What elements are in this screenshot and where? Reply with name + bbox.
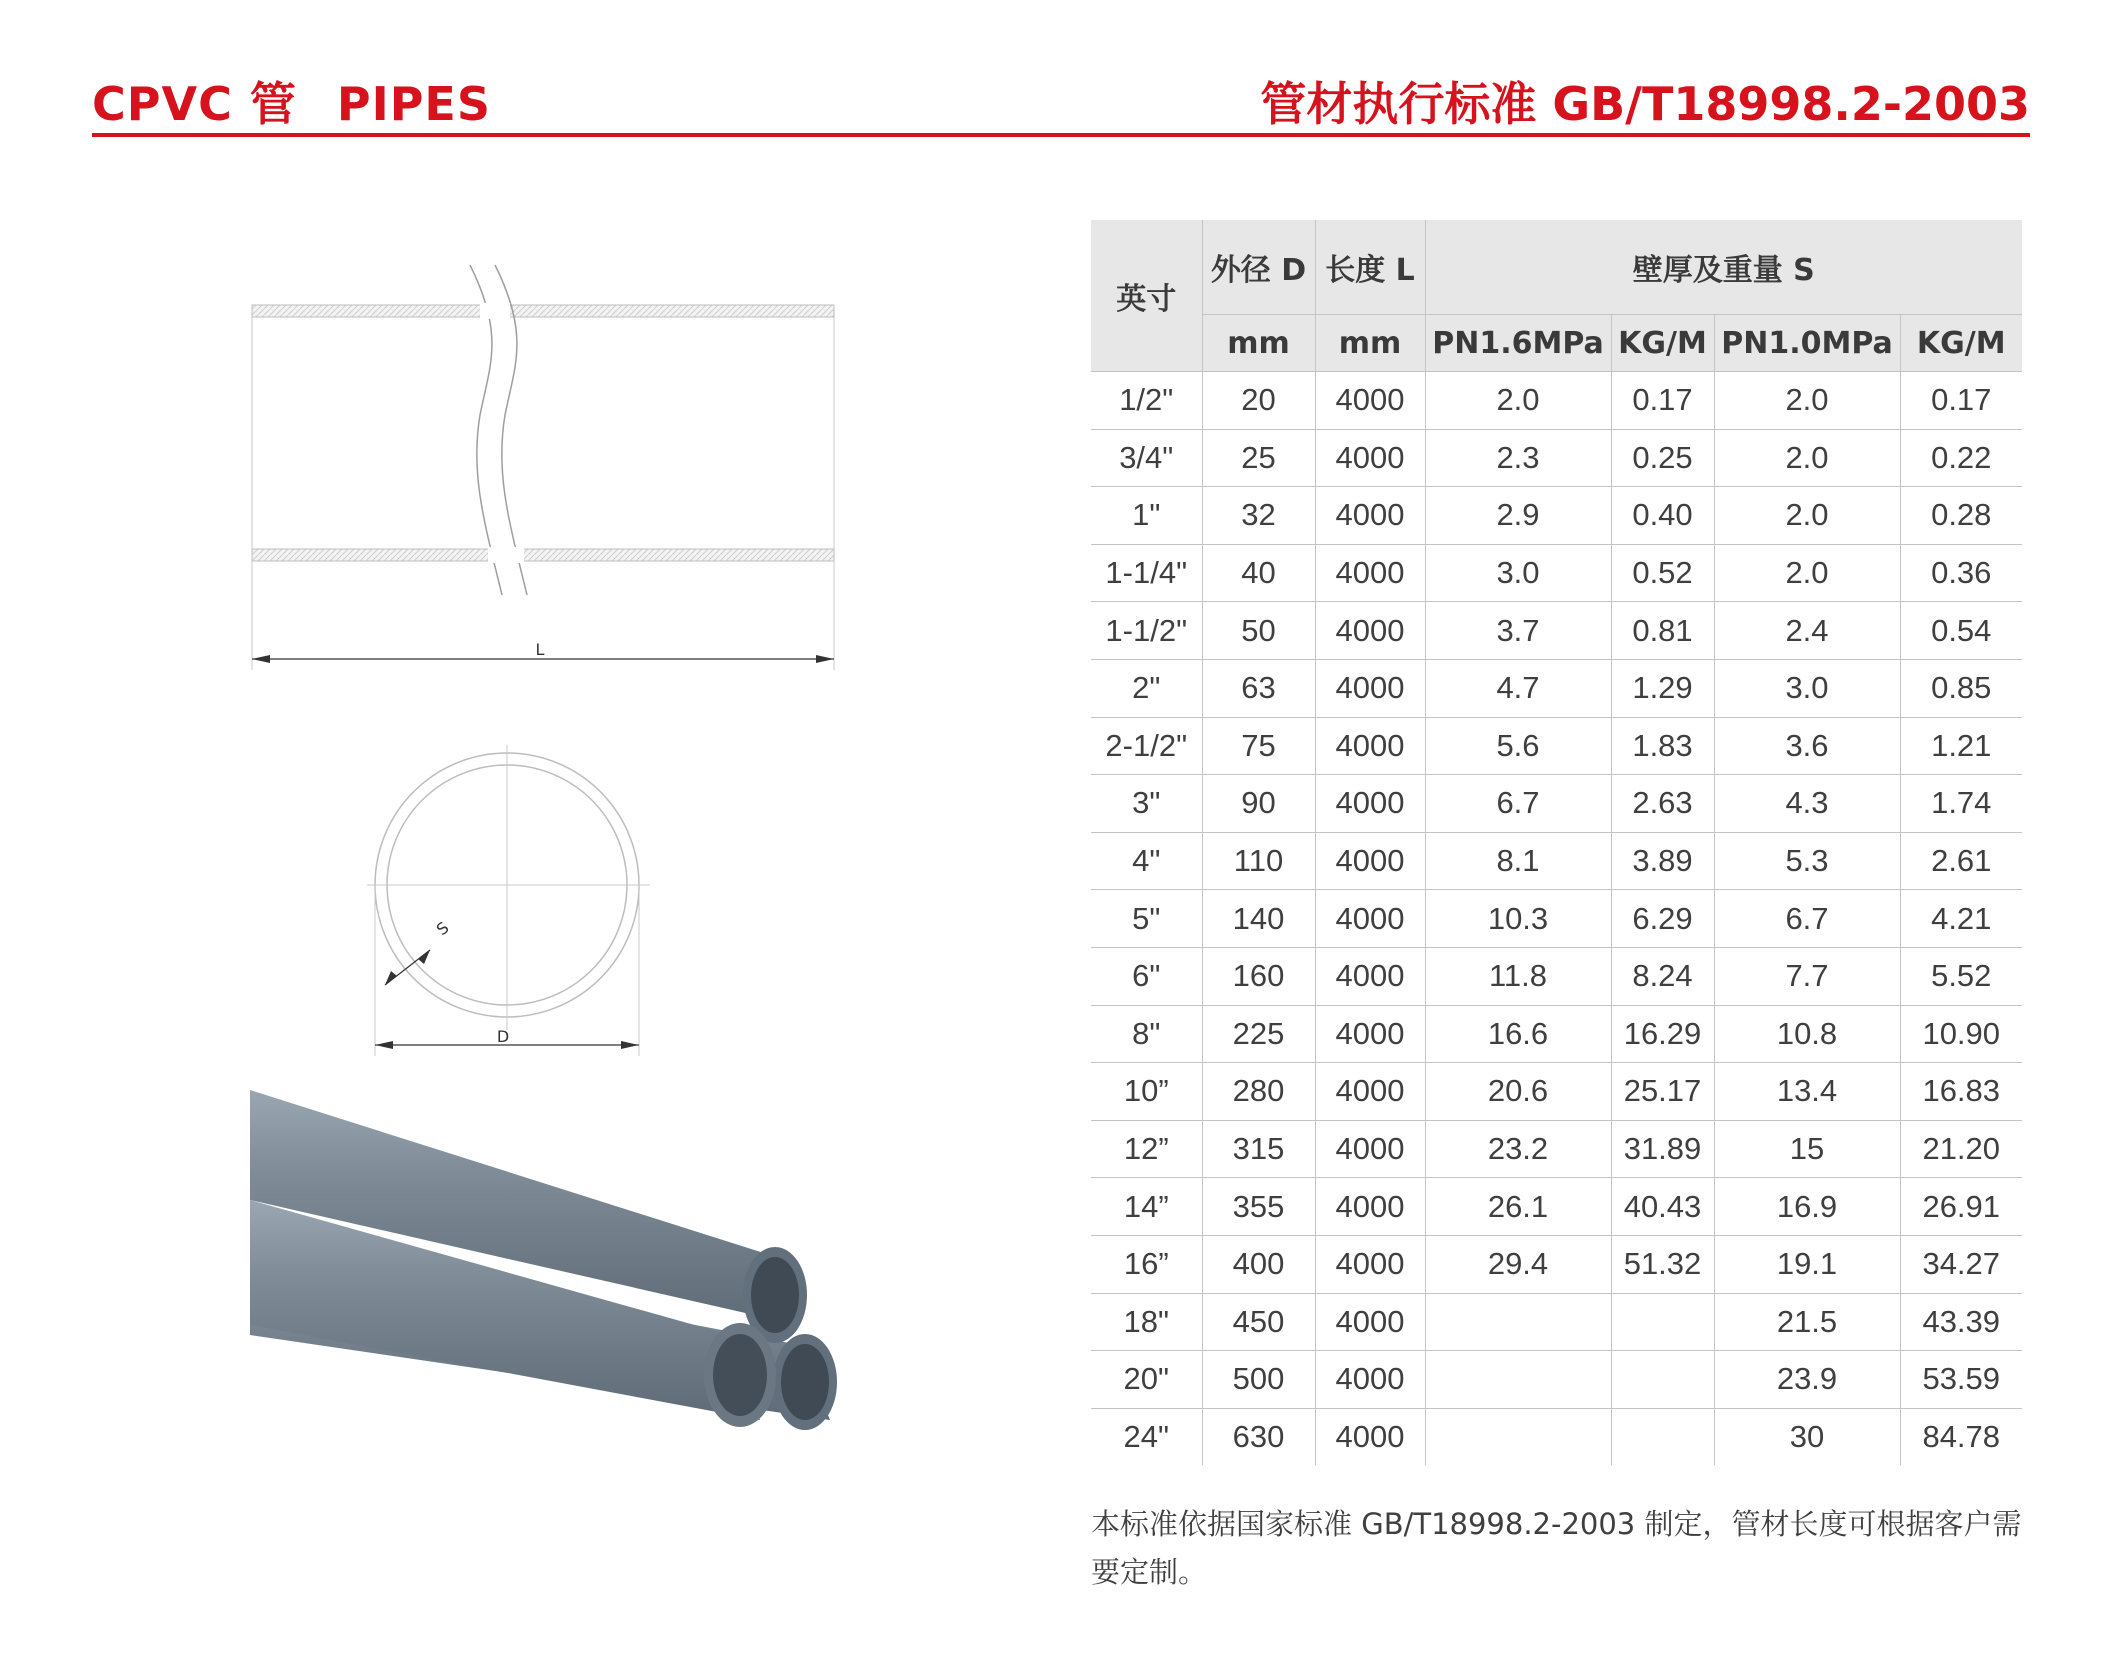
table-cell: 15 (1714, 1120, 1900, 1178)
table-cell: 400 (1202, 1235, 1315, 1293)
standard-title: 管材执行标准 GB/T18998.2-2003 (1260, 77, 2030, 131)
table-cell: 7.7 (1714, 947, 1900, 1005)
table-cell: 4000 (1315, 1351, 1425, 1409)
table-cell: 5.3 (1714, 832, 1900, 890)
table-cell: 5" (1091, 890, 1202, 948)
table-cell (1425, 1293, 1611, 1351)
table-cell: 1.83 (1611, 717, 1714, 775)
header-wall-weight: 壁厚及重量 S (1425, 220, 2022, 315)
header-inch: 英寸 (1091, 220, 1202, 372)
pipe-section-drawing (360, 740, 660, 1060)
table-row (1091, 832, 2022, 890)
table-cell: 25 (1202, 429, 1315, 487)
table-row (1091, 487, 2022, 545)
table-cell: 4000 (1315, 947, 1425, 1005)
table-cell: 630 (1202, 1408, 1315, 1465)
table-cell: 1" (1091, 487, 1202, 545)
table-cell: 20 (1202, 372, 1315, 430)
length-label: L (535, 640, 545, 659)
header-length: 长度 L (1315, 220, 1425, 315)
header-kgm: KG/M (1611, 315, 1714, 372)
table-cell: 16.6 (1425, 1005, 1611, 1063)
table-cell: 10.8 (1714, 1005, 1900, 1063)
table-row (1091, 1178, 2022, 1236)
table-cell: 12” (1091, 1120, 1202, 1178)
table-row (1091, 602, 2022, 660)
table-cell: 4.7 (1425, 659, 1611, 717)
table-cell: 110 (1202, 832, 1315, 890)
table-cell: 4000 (1315, 775, 1425, 833)
table-cell: 1.21 (1900, 717, 2022, 775)
table-cell: 4.3 (1714, 775, 1900, 833)
table-cell: 4000 (1315, 1063, 1425, 1121)
header-pn10: PN1.0MPa (1714, 315, 1900, 372)
table-cell: 0.36 (1900, 544, 2022, 602)
table-cell: 280 (1202, 1063, 1315, 1121)
table-cell (1425, 1351, 1611, 1409)
table-cell: 34.27 (1900, 1235, 2022, 1293)
table-cell: 2.9 (1425, 487, 1611, 545)
table-cell (1611, 1408, 1714, 1465)
table-row (1091, 717, 2022, 775)
table-cell: 2.63 (1611, 775, 1714, 833)
table-cell (1611, 1351, 1714, 1409)
table-cell: 19.1 (1714, 1235, 1900, 1293)
table-cell: 24" (1091, 1408, 1202, 1465)
table-cell: 4000 (1315, 602, 1425, 660)
table-cell: 21.5 (1714, 1293, 1900, 1351)
product-title-en: PIPES (336, 77, 491, 131)
table-row (1091, 947, 2022, 1005)
table-cell: 6" (1091, 947, 1202, 1005)
table-cell: 225 (1202, 1005, 1315, 1063)
table-cell: 6.29 (1611, 890, 1714, 948)
table-cell: 43.39 (1900, 1293, 2022, 1351)
table-cell: 355 (1202, 1178, 1315, 1236)
header-kgm: KG/M (1900, 315, 2022, 372)
table-row (1091, 890, 2022, 948)
table-cell: 4000 (1315, 1293, 1425, 1351)
table-cell: 4000 (1315, 1178, 1425, 1236)
table-cell: 3.0 (1425, 544, 1611, 602)
table-cell: 2.3 (1425, 429, 1611, 487)
table-cell: 3.6 (1714, 717, 1900, 775)
table-row (1091, 1005, 2022, 1063)
table-cell: 0.22 (1900, 429, 2022, 487)
table-cell: 75 (1202, 717, 1315, 775)
table-cell: 21.20 (1900, 1120, 2022, 1178)
table-cell: 0.17 (1900, 372, 2022, 430)
table-cell: 2.61 (1900, 832, 2022, 890)
table-cell: 160 (1202, 947, 1315, 1005)
table-cell: 10.3 (1425, 890, 1611, 948)
table-cell: 0.52 (1611, 544, 1714, 602)
table-cell: 0.54 (1900, 602, 2022, 660)
table-cell: 0.17 (1611, 372, 1714, 430)
table-cell: 1.74 (1900, 775, 2022, 833)
pipe-length-drawing (240, 255, 840, 675)
table-row (1091, 429, 2022, 487)
table-cell: 4" (1091, 832, 1202, 890)
table-cell: 32 (1202, 487, 1315, 545)
table-cell: 10” (1091, 1063, 1202, 1121)
table-cell: 25.17 (1611, 1063, 1714, 1121)
table-cell: 315 (1202, 1120, 1315, 1178)
table-cell: 40 (1202, 544, 1315, 602)
table-cell: 30 (1714, 1408, 1900, 1465)
table-row (1091, 1293, 2022, 1351)
table-cell: 40.43 (1611, 1178, 1714, 1236)
table-cell: 16” (1091, 1235, 1202, 1293)
table-cell: 4000 (1315, 544, 1425, 602)
table-cell: 4000 (1315, 659, 1425, 717)
table-cell: 4000 (1315, 1005, 1425, 1063)
table-cell: 31.89 (1611, 1120, 1714, 1178)
table-cell: 4000 (1315, 429, 1425, 487)
table-cell: 29.4 (1425, 1235, 1611, 1293)
table-row (1091, 659, 2022, 717)
table-cell: 2-1/2" (1091, 717, 1202, 775)
table-cell: 500 (1202, 1351, 1315, 1409)
table-cell: 2.0 (1714, 372, 1900, 430)
wall-label: S (432, 917, 453, 940)
table-row (1091, 1235, 2022, 1293)
table-row (1091, 544, 2022, 602)
table-cell: 2.0 (1425, 372, 1611, 430)
table-cell: 5.52 (1900, 947, 2022, 1005)
table-cell: 63 (1202, 659, 1315, 717)
table-cell: 3.7 (1425, 602, 1611, 660)
table-cell: 6.7 (1425, 775, 1611, 833)
table-cell (1611, 1293, 1714, 1351)
table-row (1091, 1351, 2022, 1409)
diameter-label: D (496, 1027, 510, 1046)
product-title (92, 68, 491, 134)
table-row (1091, 1120, 2022, 1178)
table-cell: 20.6 (1425, 1063, 1611, 1121)
table-cell: 2" (1091, 659, 1202, 717)
header-divider (92, 133, 2030, 137)
table-cell: 140 (1202, 890, 1315, 948)
table-cell: 0.85 (1900, 659, 2022, 717)
table-cell: 3.0 (1714, 659, 1900, 717)
table-cell: 1-1/4" (1091, 544, 1202, 602)
table-cell: 51.32 (1611, 1235, 1714, 1293)
table-cell: 3" (1091, 775, 1202, 833)
table-cell: 4000 (1315, 832, 1425, 890)
table-cell: 4000 (1315, 890, 1425, 948)
table-cell: 8.24 (1611, 947, 1714, 1005)
table-cell: 2.0 (1714, 487, 1900, 545)
table-cell: 20" (1091, 1351, 1202, 1409)
header-pn16: PN1.6MPa (1425, 315, 1611, 372)
table-cell: 26.1 (1425, 1178, 1611, 1236)
table-cell: 2.0 (1714, 429, 1900, 487)
table-cell: 11.8 (1425, 947, 1611, 1005)
table-cell: 26.91 (1900, 1178, 2022, 1236)
table-cell: 0.81 (1611, 602, 1714, 660)
table-cell: 5.6 (1425, 717, 1611, 775)
table-cell: 4000 (1315, 717, 1425, 775)
header-unit-mm: mm (1202, 315, 1315, 372)
table-cell: 13.4 (1714, 1063, 1900, 1121)
table-cell: 4000 (1315, 1120, 1425, 1178)
table-cell: 1/2" (1091, 372, 1202, 430)
table-cell: 8.1 (1425, 832, 1611, 890)
table-cell (1425, 1408, 1611, 1465)
table-cell: 4000 (1315, 372, 1425, 430)
table-row (1091, 775, 2022, 833)
table-cell: 16.9 (1714, 1178, 1900, 1236)
table-cell: 2.4 (1714, 602, 1900, 660)
table-cell: 10.90 (1900, 1005, 2022, 1063)
table-cell: 23.2 (1425, 1120, 1611, 1178)
table-cell: 14” (1091, 1178, 1202, 1236)
header-unit-mm: mm (1315, 315, 1425, 372)
table-cell: 23.9 (1714, 1351, 1900, 1409)
product-title-cn: CPVC 管 (92, 77, 297, 131)
table-cell: 18" (1091, 1293, 1202, 1351)
table-cell: 0.40 (1611, 487, 1714, 545)
table-cell: 3/4" (1091, 429, 1202, 487)
table-cell: 0.28 (1900, 487, 2022, 545)
table-cell: 1.29 (1611, 659, 1714, 717)
table-cell: 4000 (1315, 487, 1425, 545)
table-row (1091, 1063, 2022, 1121)
table-cell: 84.78 (1900, 1408, 2022, 1465)
table-cell: 2.0 (1714, 544, 1900, 602)
table-cell: 4.21 (1900, 890, 2022, 948)
spec-table (1091, 220, 2022, 1465)
table-cell: 6.7 (1714, 890, 1900, 948)
table-cell: 4000 (1315, 1408, 1425, 1465)
table-cell: 16.83 (1900, 1063, 2022, 1121)
table-cell: 450 (1202, 1293, 1315, 1351)
table-cell: 50 (1202, 602, 1315, 660)
header-outer-diameter: 外径 D (1202, 220, 1315, 315)
table-cell: 3.89 (1611, 832, 1714, 890)
table-cell: 1-1/2" (1091, 602, 1202, 660)
table-row (1091, 1408, 2022, 1465)
table-cell: 4000 (1315, 1235, 1425, 1293)
table-cell: 90 (1202, 775, 1315, 833)
table-cell: 16.29 (1611, 1005, 1714, 1063)
table-cell: 0.25 (1611, 429, 1714, 487)
table-row (1091, 372, 2022, 430)
footnote: 本标准依据国家标准 GB/T18998.2-2003 制定，管材长度可根据客户需要定制。 (1091, 1507, 2022, 1589)
table-cell: 8" (1091, 1005, 1202, 1063)
pipes-photo (250, 1090, 850, 1480)
table-cell: 53.59 (1900, 1351, 2022, 1409)
